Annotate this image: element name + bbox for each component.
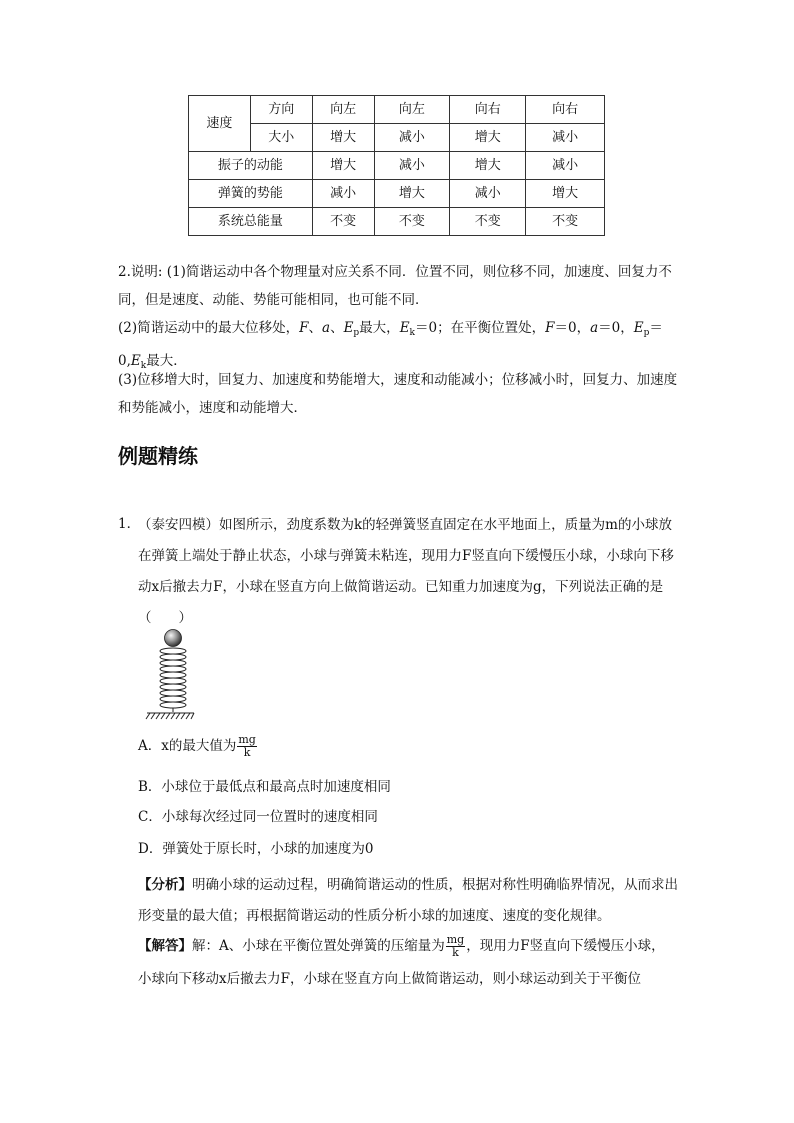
symbol-kinetic-energy: $E_k$: [399, 320, 416, 338]
symbol-kinetic-energy: $E_k$: [130, 353, 147, 371]
note-text: (2)简谐运动中的最大位移处，: [118, 320, 300, 336]
note-paragraph-1: 2.说明: (1)简谐运动中各个物理量对应关系不同．位置不同，则位移不同，加速度、回复力不同，但是速度、动能、势能可能相同，也可能不同．: [118, 264, 672, 308]
table-cell: 增大: [312, 124, 374, 152]
symbol-acceleration: a: [322, 320, 331, 336]
ground: [146, 713, 194, 719]
table-row: [189, 180, 605, 208]
table-cell: 减小: [450, 180, 526, 208]
question-text: （泰安四模）如图所示，劲度系数为k的轻弹簧竖直固定在水平地面上，质量为m的小球放在弹簧上端处于静止状态，小球与弹簧未粘连，现用力F竖直向下缓慢压小球，小球向下移动x后撤去力F，小球在竖直方向上做简谐运动。已知重力加速度为g，下列说法正确的是（ ）: [138, 517, 674, 626]
fraction-mg-over-k: $\frac{mg}{k}$: [446, 933, 465, 959]
answer-text: 解：A、小球在平衡位置处弹簧的压缩量为: [192, 938, 445, 954]
table-cell: 不变: [374, 208, 450, 236]
symbol-potential-energy: $E_p$: [633, 320, 650, 338]
symbol-force: F: [299, 320, 309, 336]
option-b: B．小球位于最低点和最高点时加速度相同: [138, 779, 391, 795]
table-cell: 减小: [526, 152, 605, 180]
table-cell: 方向: [250, 96, 312, 124]
energy-table: [188, 95, 605, 236]
note-text: ＝0,: [118, 320, 663, 369]
question-number: 1．: [118, 516, 141, 532]
table-cell: 弹簧的势能: [189, 180, 313, 208]
answer-text: ，现用力F竖直向下缓慢压小球，小球向下移动x后撤去力F，小球在竖直方向上做简谐运动，则小球运动到关于平衡位: [138, 938, 665, 987]
table-cell: 减小: [526, 124, 605, 152]
symbol-potential-energy: $E_p$: [343, 320, 360, 338]
section-title: 例题精练: [118, 444, 198, 468]
table-cell: 不变: [450, 208, 526, 236]
option-a: A．x的最大值为 $\frac{mg}{k}$: [138, 733, 256, 759]
symbol-acceleration: a: [590, 320, 599, 336]
table-cell: 增大: [526, 180, 605, 208]
table-cell: 不变: [526, 208, 605, 236]
table-cell: 速度: [189, 96, 251, 152]
table-cell: 增大: [450, 152, 526, 180]
analysis-paragraph: [138, 870, 678, 932]
note-text: ＝0，: [598, 320, 634, 336]
option-c: C．小球每次经过同一位置时的速度相同: [138, 809, 378, 825]
analysis-tag: 【分析】: [138, 877, 192, 893]
answer-tag: 【解答】: [138, 938, 192, 954]
note-text: 最大，: [359, 320, 400, 336]
table-cell: 减小: [312, 180, 374, 208]
note-text: ＝0；在平衡位置处，: [415, 320, 546, 336]
option-d: D．弹簧处于原长时，小球的加速度为0: [138, 841, 374, 857]
separator: 、: [330, 320, 344, 336]
separator: 、: [308, 320, 322, 336]
table-cell: 不变: [312, 208, 374, 236]
symbol-force: F: [545, 320, 555, 336]
table-row: [189, 208, 605, 236]
spring-ball-diagram: [144, 628, 204, 723]
table-cell: 增大: [374, 180, 450, 208]
ball: [165, 630, 182, 647]
table-cell: 向右: [526, 96, 605, 124]
note-text: 最大．: [146, 353, 187, 369]
table-row: [189, 96, 605, 124]
table-row: [189, 124, 605, 152]
table-cell: 向左: [312, 96, 374, 124]
table-cell: 减小: [374, 152, 450, 180]
table-cell: 增大: [312, 152, 374, 180]
table-cell: 系统总能量: [189, 208, 313, 236]
note-text: ＝0，: [554, 320, 591, 336]
table-cell: 振子的动能: [189, 152, 313, 180]
fraction-mg-over-k: $\frac{mg}{k}$: [238, 733, 256, 759]
answer-paragraph: [138, 930, 678, 996]
note-paragraph-3: (3)位移增大时，回复力、加速度和势能增大，速度和动能减小；位移减小时，回复力、加速度和势能减小，速度和动能增大．: [118, 372, 678, 416]
table-cell: 大小: [250, 124, 312, 152]
spring-coil: [160, 648, 186, 712]
table-cell: 向右: [450, 96, 526, 124]
table-row: [189, 152, 605, 180]
table-cell: 增大: [450, 124, 526, 152]
table-cell: 减小: [374, 124, 450, 152]
analysis-text: 明确小球的运动过程，明确简谐运动的性质，根据对称性明确临界情况，从而求出形变量的最大值；再根据简谐运动的性质分析小球的加速度、速度的变化规律。: [138, 877, 678, 924]
table-cell: 向左: [374, 96, 450, 124]
